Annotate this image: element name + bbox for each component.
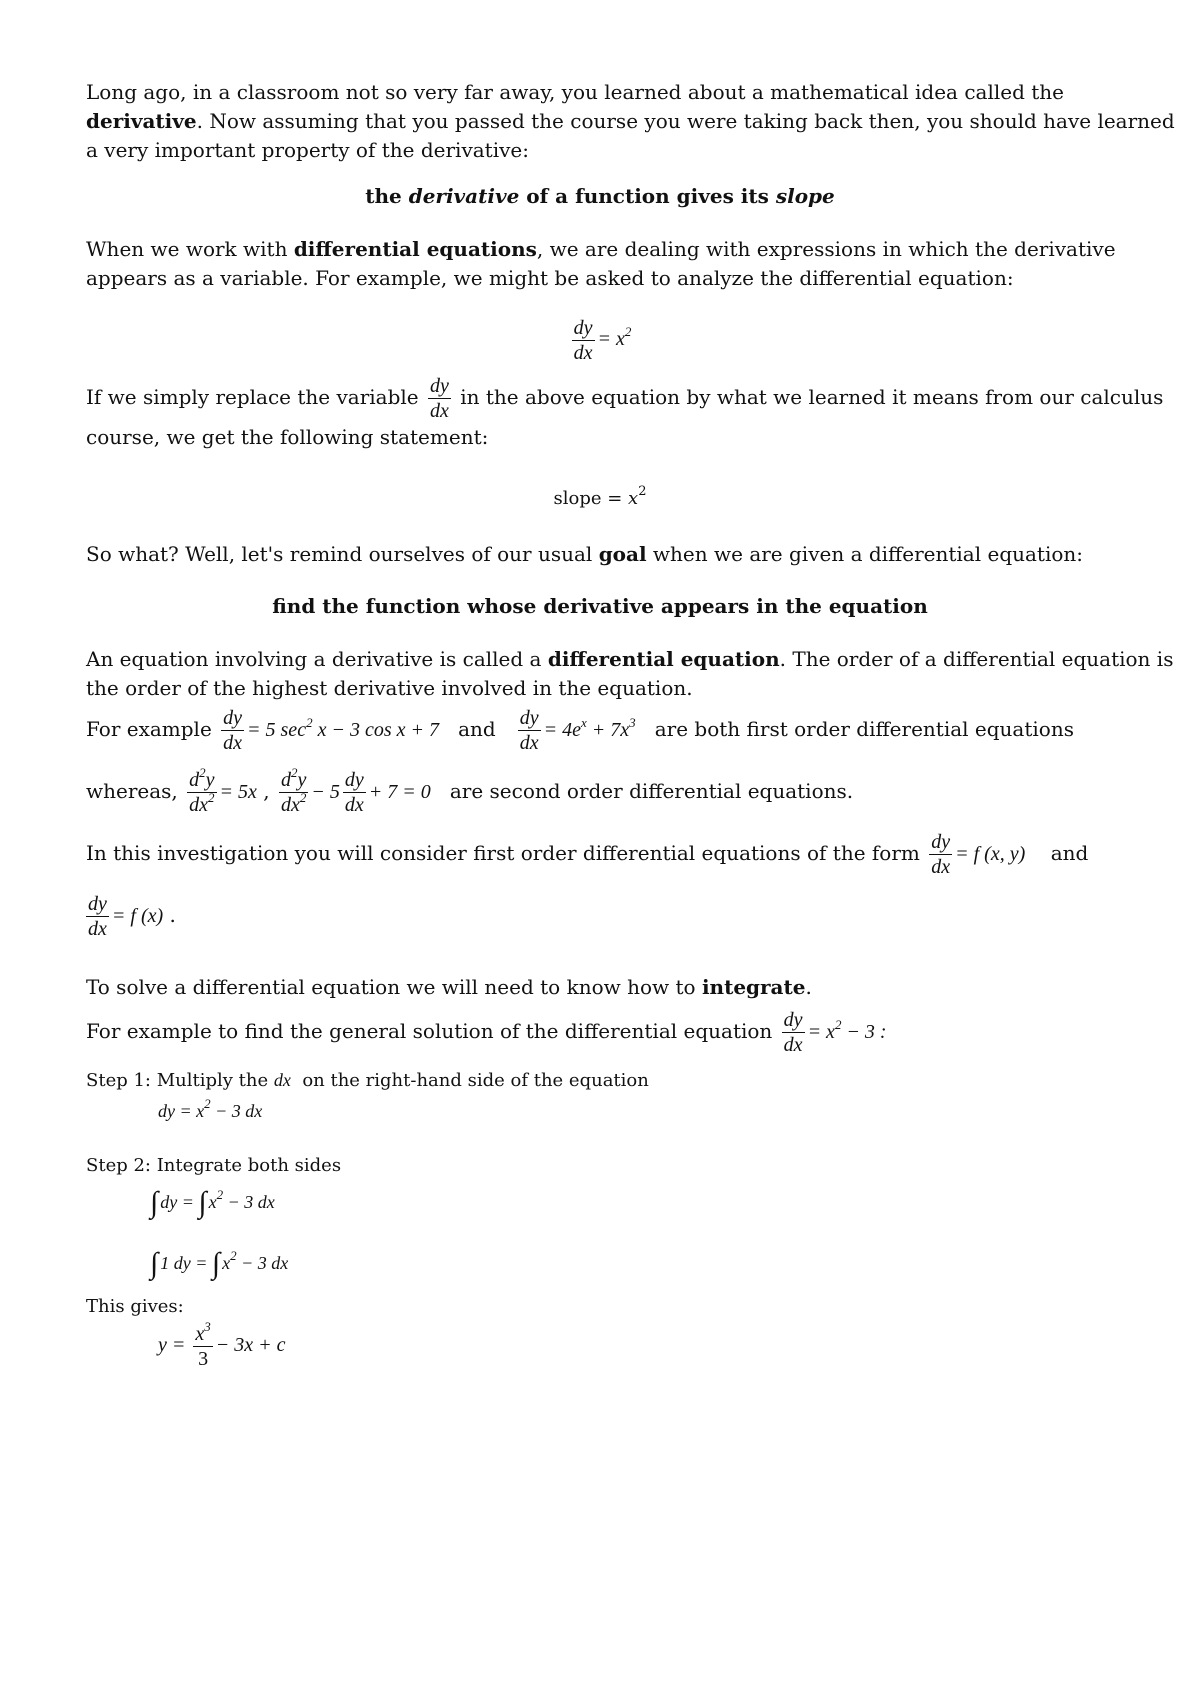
step-2-equation-1: ∫ dy = ∫ $x^2 - 3$ dx [150,1186,275,1219]
step-2-equation-2: ∫ 1 dy = ∫ $x^2 - 3$ dx [150,1247,289,1280]
investigation-line-2: $\frac{dy}{dx}$ = f (x) . [88,893,176,940]
goal-statement: find the function whose derivative appears in the equation [272,594,928,618]
second-order-examples: whereas, $\frac{d^2y}{dx^2}$ = 5x , $\frac{d^2y}{dx^2}$ − 5 $\frac{dy}{dx}$ + 7 = 0 are second order differential equations. [86,765,854,816]
slope-equation: slope = $x^2$ [553,484,647,509]
so-what-paragraph: So what? Well, let's remind ourselves of our usual goal when we are given a differential equation: [86,542,1084,566]
step-1-equation: dy = $x^2 - 3$ dx [158,1096,263,1121]
diffeq-paragraph: When we work with differential equations, we are dealing with expressions in which the derivative appears as a variable. For example, we might be asked to analyze the differential equation: [86,237,1116,290]
investigation-line: In this investigation you will consider first order differential equations of the form $\frac{dy}{dx}$ = f (x, y) and [86,831,1089,878]
first-order-examples: For example $\frac{dy}{dx}$ = 5 $\sec^2 x - 3$ cos x + 7 and $\frac{dy}{dx}$ = $4e^x + 7x^3$ are both first order differential equations [86,707,1074,754]
intro-line-1: Long ago, in a classroom not so very far away, you learned about a mathematical idea called the [86,80,1064,104]
general-solution-line: For example to find the general solution of the differential equation $\frac{dy}{dx}$ = $x^2 - 3$ : [86,1009,887,1056]
intro-line-3: a very important property of the derivative: [86,138,529,162]
property-statement: the derivative of a function gives its slope [365,184,835,208]
equation-dydx-x2: $\frac{dy}{dx}$ = $x^2$ [573,317,632,364]
integral-sign: ∫ [198,1186,207,1219]
step-1: Step 1: Multiply the dx on the right-hand side of the equation dy = $x^2 - 3$ dx [86,1066,649,1125]
integrate-paragraph: To solve a differential equation we will need to know how to integrate. [86,975,812,999]
this-gives-label: This gives: [86,1296,184,1317]
result-equation: y = $\frac{x^3}{3}$ − 3x + c [158,1319,286,1370]
definition-paragraph: An equation involving a derivative is called a differential equation. The order of a differential equation is the order of the highest derivative involved in the equation. [86,647,1174,700]
integral-sign: ∫ [211,1247,221,1280]
integral-sign: ∫ [150,1247,159,1280]
intro-line-2: derivative. Now assuming that you passed the course you were taking back then, you should have learned [86,109,1175,133]
integral-sign: ∫ [150,1186,159,1219]
derivative-term: derivative [86,109,197,133]
intro-paragraph [86,78,1175,165]
step-2: Step 2: Integrate both sides ∫ dy = ∫ $x^2 - 3$ dx ∫ 1 dy = ∫ $x^2 - 3$ dx [86,1155,342,1280]
replace-paragraph: If we simply replace the variable $\frac{dy}{dx}$ in the above equation by what we learned it means from our calculus course, we get the following statement: [86,375,1164,449]
